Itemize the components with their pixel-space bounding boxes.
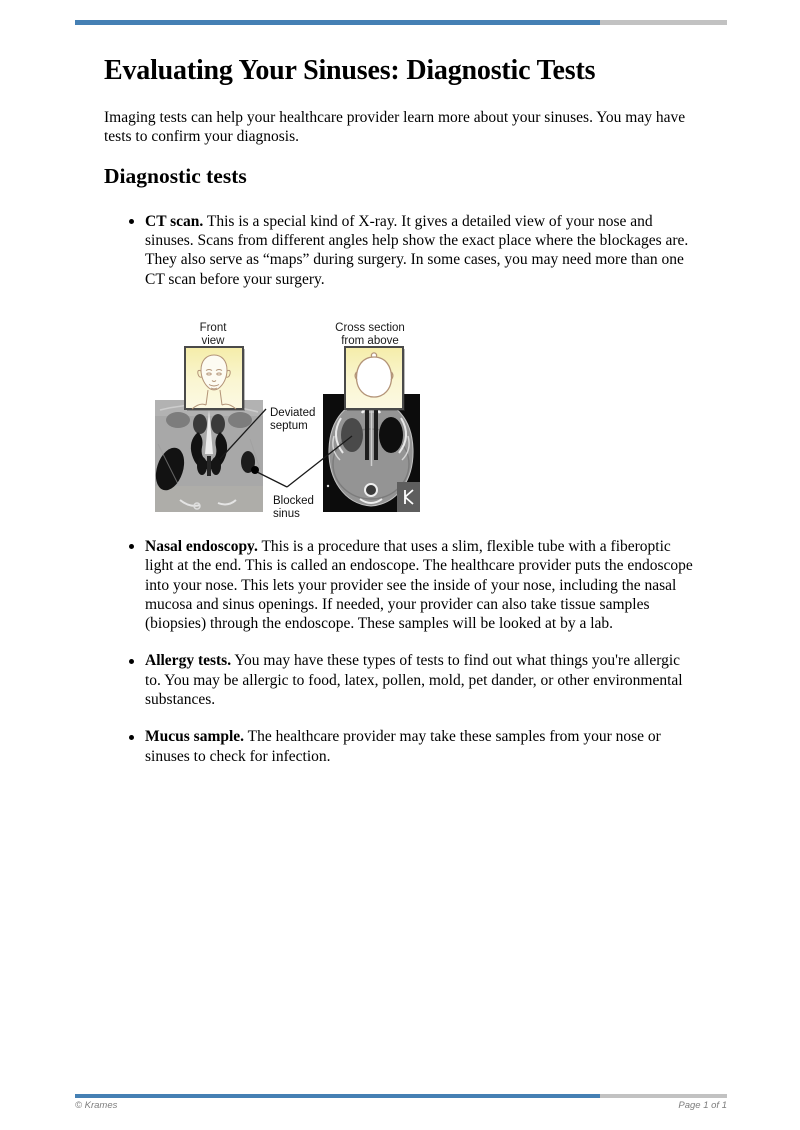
page-title: Evaluating Your Sinuses: Diagnostic Tests <box>104 55 596 86</box>
sinus-ct-figure <box>150 314 425 519</box>
footer-rule-gray-segment <box>600 1094 727 1098</box>
list-item-mucus-sample <box>104 727 696 766</box>
section-heading: Diagnostic tests <box>104 163 247 188</box>
list-item-text: This is a procedure that uses a slim, flexible tube with a fiberoptic light at the end. This is called an endoscope. The healthcare provider puts the endoscope into your nose. This lets your provider see the inside of your nose, including the nasal mucosa and sinus openings. If needed, your provider can also take tissue samples (biopsies) through the endoscope. These samples will be looked at by a lab. <box>145 537 693 633</box>
blocked-sinus-label-line1: Blocked <box>273 494 314 507</box>
list-item-term: Mucus sample. <box>145 728 245 746</box>
ct-scan-coronal <box>151 400 263 512</box>
bullet-marker <box>129 219 134 224</box>
list-item-allergy-tests <box>104 651 696 709</box>
front-view-illustration <box>185 347 245 411</box>
sinus-ct-figure-svg <box>150 314 425 519</box>
diagnostic-tests-list <box>104 212 696 766</box>
bullet-marker <box>129 544 134 549</box>
cross-section-caption-line2: from above <box>341 334 399 347</box>
list-item-term: Nasal endoscopy. <box>145 537 258 555</box>
figure-captions <box>200 322 405 347</box>
annotation-labels <box>270 407 315 519</box>
list-item-term: CT scan. <box>145 212 204 230</box>
intro-paragraph: Imaging tests can help your healthcare provider learn more about your sinuses. You may have tests to confirm your diagnosis. <box>104 109 686 146</box>
list-item-text: This is a special kind of X-ray. It gives a detailed view of your nose and sinuses. Scans from different angles help show the exact place where the blockages are. They also serve as “maps” during surgery. In some cases, you may need more than one CT scan before your surgery. <box>145 212 689 288</box>
footer-page-number: Page 1 of 1 <box>678 1100 727 1111</box>
bullet-marker <box>129 735 134 740</box>
bullet-marker <box>129 659 134 664</box>
deviated-septum-label-line1: Deviated <box>270 406 316 419</box>
blocked-sinus-label-line2: sinus <box>273 507 300 519</box>
scan-corner-inset <box>397 482 420 512</box>
list-item-text: The healthcare provider may take these samples from your nose or sinuses to check for infection. <box>145 728 661 765</box>
deviated-septum-label-line2: septum <box>270 419 308 432</box>
footer-rule <box>75 1094 727 1098</box>
ct-scan-axial <box>323 394 420 512</box>
list-item-text: You may have these types of tests to find out what things you're allergic to. You may be allergic to food, latex, pollen, mold, pet dander, or other environmental substances. <box>145 652 683 709</box>
list-item-ct-scan <box>104 212 696 519</box>
list-item-term: Allergy tests. <box>145 652 232 670</box>
front-view-caption-line2: view <box>201 334 225 347</box>
footer-rule-blue-segment <box>75 1094 600 1098</box>
footer-copyright: © Krames <box>75 1100 118 1111</box>
blocked-sinus-dot <box>251 466 259 474</box>
cross-section-illustration <box>345 347 405 411</box>
document-content <box>104 0 696 784</box>
list-item-nasal-endoscopy <box>104 537 696 633</box>
front-view-caption-line1: Front <box>199 321 227 334</box>
footer <box>75 1100 727 1111</box>
cross-section-caption-line1: Cross section <box>335 321 405 334</box>
